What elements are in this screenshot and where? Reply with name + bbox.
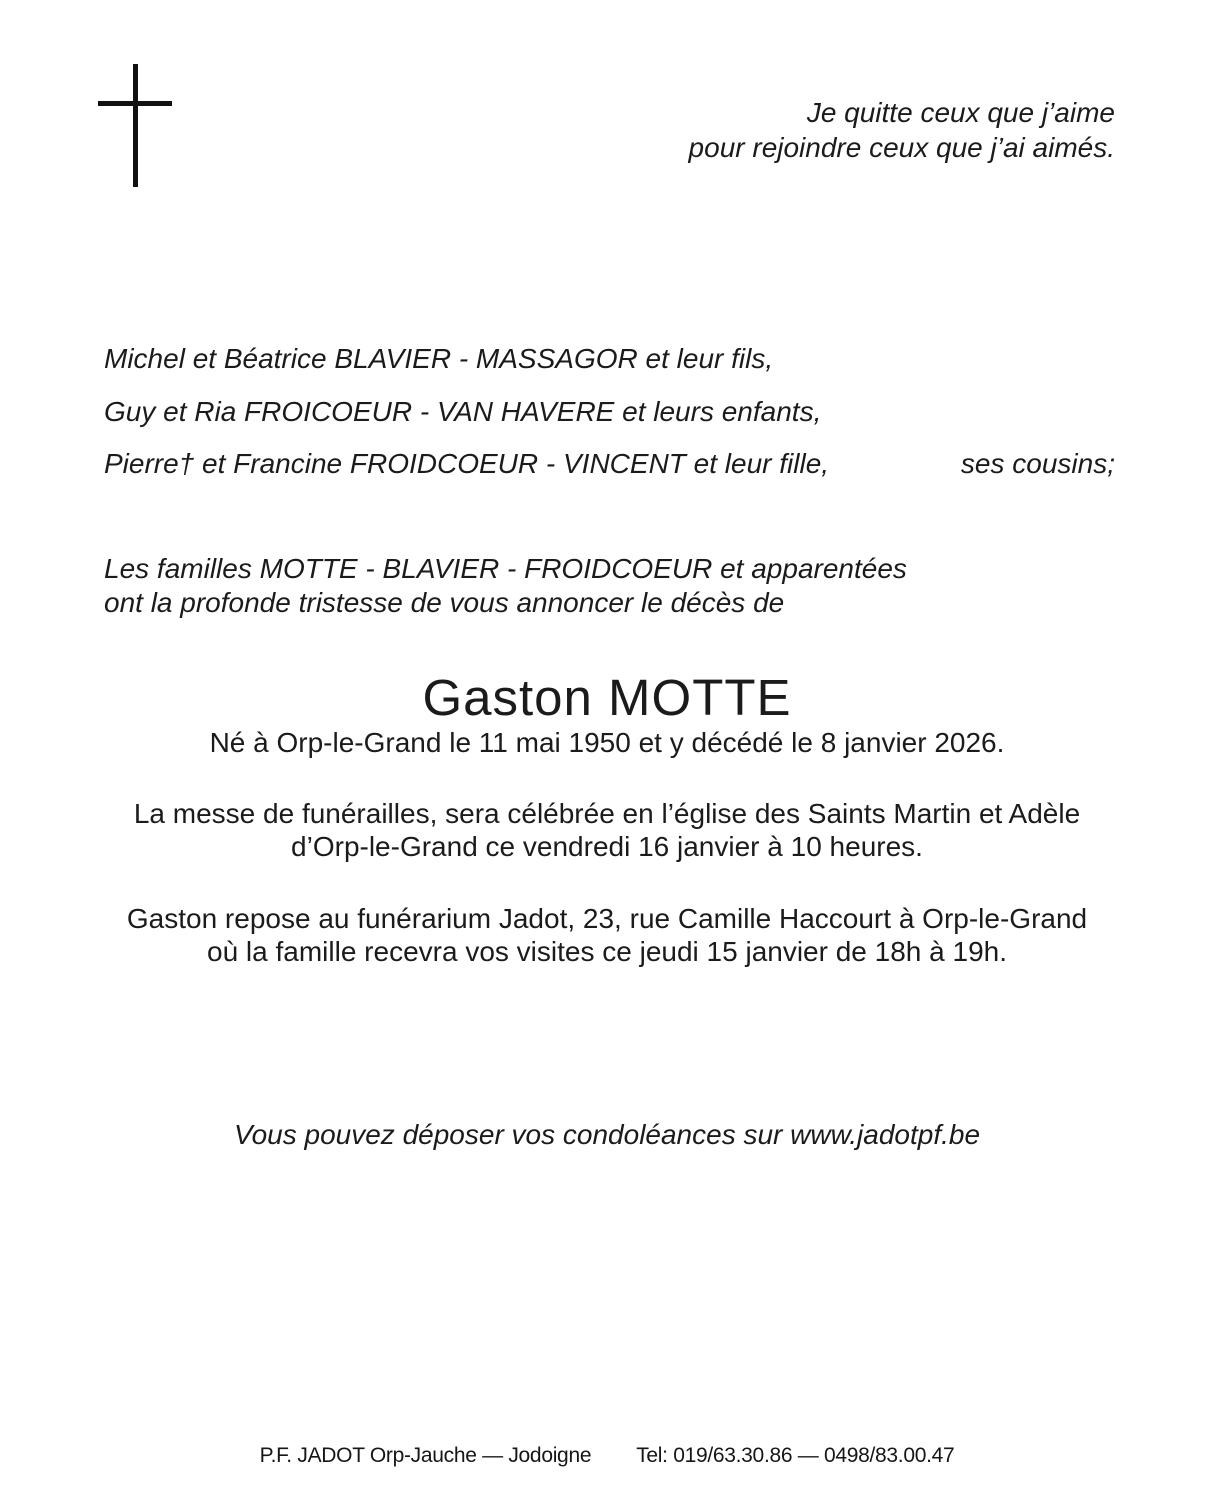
visitation-line-1: Gaston repose au funérarium Jadot, 23, rue Camille Haccourt à Orp-le-Grand (126, 903, 1088, 934)
relatives-line-1: Michel et Béatrice BLAVIER - MASSAGOR et leur fils, (104, 343, 774, 374)
footer (0, 1443, 1214, 1469)
funeral-home-name: P.F. JADOT Orp-Jauche — Jodoigne (259, 1444, 592, 1467)
relatives-line-2: Guy et Ria FROICOEUR - VAN HAVERE et leurs enfants, (104, 396, 822, 427)
ceremony-paragraph (0, 797, 1214, 863)
quote-line-2: pour rejoindre ceux que j’ai aimés. (688, 132, 1115, 163)
cross-vertical-bar (133, 64, 138, 187)
opening-quote (689, 95, 1115, 165)
cross-horizontal-bar (98, 101, 172, 106)
life-dates: Né à Orp-le-Grand le 11 mai 1950 et y décédé le 8 janvier 2026. (209, 727, 1005, 758)
ceremony-line-2: d’Orp-le-Grand ce vendredi 16 janvier à 10 heures. (291, 831, 923, 862)
funeral-home-phone: Tel: 019/63.30.86 — 0498/83.00.47 (636, 1444, 955, 1467)
relation-label: ses cousins; (960, 448, 1115, 479)
quote-line-1: Je quitte ceux que j’aime (806, 97, 1115, 128)
announcement-line-2: ont la profonde tristesse de vous annoncer le décès de (104, 587, 785, 618)
announcement (104, 552, 907, 620)
condolences-note: Vous pouvez déposer vos condoléances sur www.jadotpf.be (233, 1119, 981, 1150)
relatives-line-3: Pierre† et Francine FROIDCOEUR - VINCENT et leur fille, (104, 448, 830, 479)
latin-cross-icon (98, 64, 172, 187)
ceremony-line-1: La messe de funérailles, sera célébrée en l’église des Saints Martin et Adèle (133, 798, 1081, 829)
visitation-paragraph (0, 902, 1214, 968)
visitation-line-2: où la famille recevra vos visites ce jeudi 15 janvier de 18h à 19h. (207, 936, 1007, 967)
deceased-name: Gaston MOTTE (422, 669, 792, 726)
announcement-line-1: Les familles MOTTE - BLAVIER - FROIDCOEUR et apparentées (104, 553, 907, 584)
